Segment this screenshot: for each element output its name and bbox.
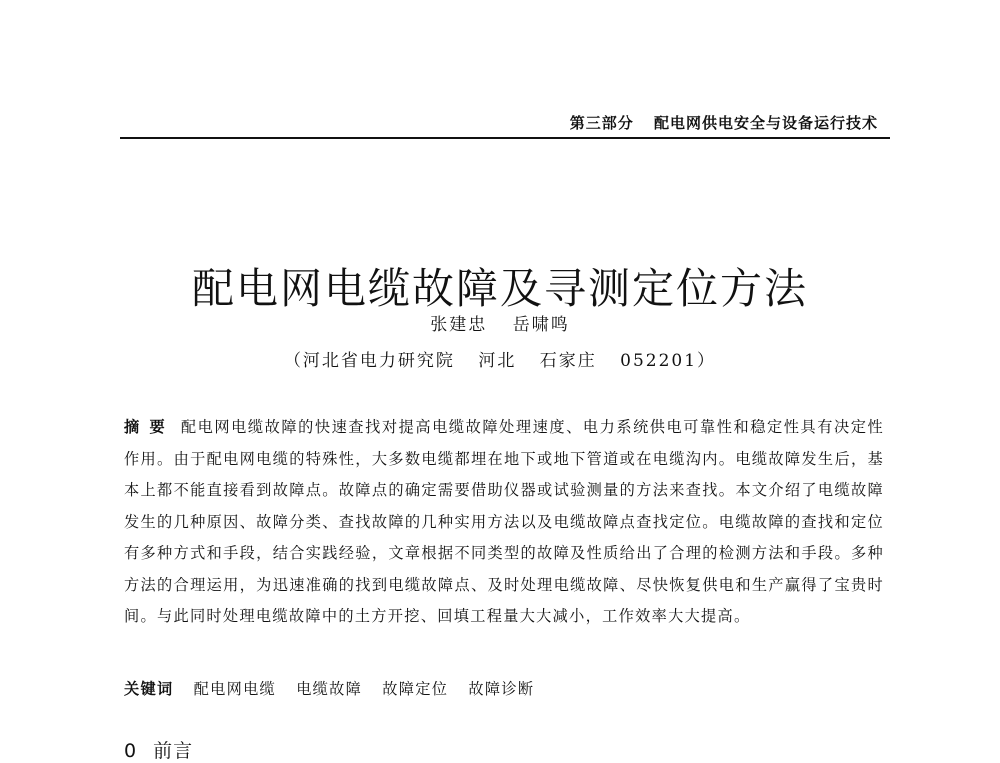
section-title: 前言 — [153, 740, 194, 762]
keyword-item: 故障定位 — [382, 680, 449, 698]
abstract — [124, 412, 884, 633]
authors: 张建忠 岳啸鸣 — [430, 315, 570, 335]
keyword-item: 配电网电缆 — [193, 680, 277, 698]
affiliation: （河北省电力研究院 河北 石家庄 052201） — [283, 351, 717, 371]
keyword-item: 故障诊断 — [468, 680, 535, 698]
abstract-text: 配电网电缆故障的快速查找对提高电缆故障处理速度、电力系统供电可靠性和稳定性具有决定性作用。由于配电网电缆的特殊性，大多数电缆都埋在地下或地下管道或在电缆沟内。电缆故障发生后，基本上都不能直接看到故障点。故障点的确定需要借助仪器或试验测量的方法来查找。本文介绍了电缆故障发生的几种原因、故障分类、查找故障的几种实用方法以及电缆故障点查找定位。电缆故障的查找和定位有多种方式和手段，结合实践经验，文章根据不同类型的故障及性质给出了合理的检测方法和手段。多种方法的合理运用，为迅速准确的找到电缆故障点、及时处理电缆故障、尽快恢复供电和生产赢得了宝贵时间。与此同时处理电缆故障中的土方开挖、回填工程量大大减小，工作效率大大提高。 — [124, 418, 885, 625]
keywords-label: 关键词 — [124, 680, 174, 698]
running-header: 第三部分 配电网供电安全与设备运行技术 — [569, 114, 878, 132]
keyword-item: 电缆故障 — [296, 680, 363, 698]
section-number: 0 — [124, 740, 138, 762]
section-heading — [124, 736, 193, 763]
paper-title: 配电网电缆故障及寻测定位方法 — [191, 264, 808, 314]
keywords — [124, 678, 884, 699]
header-rule — [120, 137, 890, 139]
abstract-label: 摘要 — [124, 418, 175, 436]
